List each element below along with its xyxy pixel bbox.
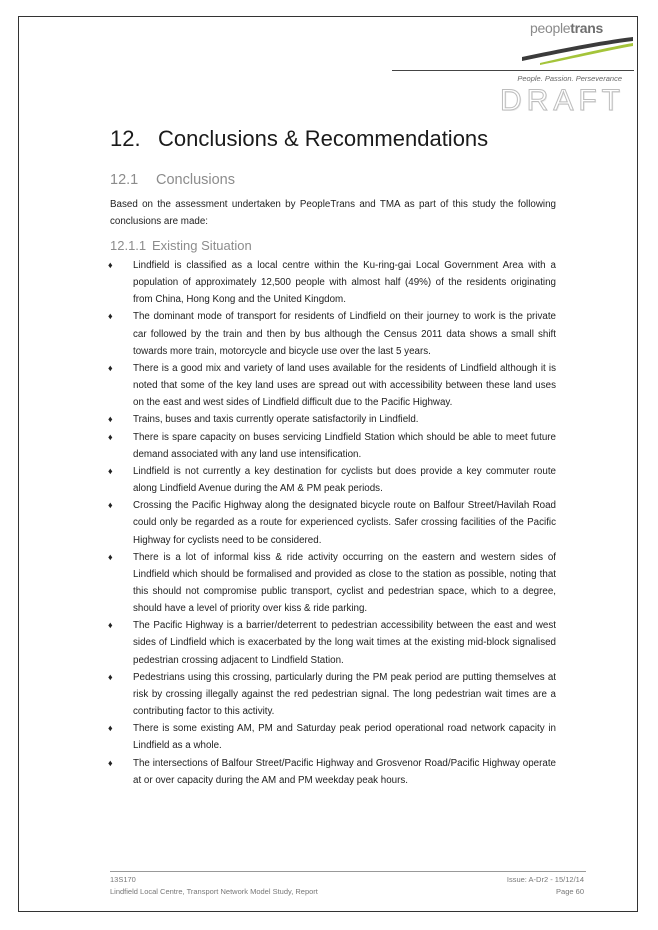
subsubsection-title: Existing Situation — [152, 238, 252, 253]
diamond-bullet-icon: ♦ — [108, 414, 113, 425]
subsection-heading — [110, 172, 235, 188]
section-heading — [110, 126, 488, 152]
logo-wordmark: peopletrans — [530, 20, 603, 36]
diamond-bullet-icon: ♦ — [108, 431, 113, 442]
logo-swoosh-icon — [520, 35, 634, 67]
diamond-bullet-icon: ♦ — [108, 465, 113, 476]
header-rule — [392, 70, 634, 71]
diamond-bullet-icon: ♦ — [108, 500, 113, 511]
list-item: ♦ Pedestrians using this crossing, particularly during the PM peak period are putting themselves at risk by crossing illegally against the red pedestrian signal. The long pedestrian wait times are a contributing factor to this activity. — [90, 669, 556, 720]
draft-watermark: DRAFT — [500, 84, 625, 117]
doc-title: Lindfield Local Centre, Transport Network Model Study, Report — [110, 887, 318, 896]
diamond-bullet-icon: ♦ — [108, 723, 113, 734]
intro-paragraph: Based on the assessment undertaken by PeopleTrans and TMA as part of this study the following conclusions are made: — [110, 199, 556, 227]
list-item: ♦ Lindfield is classified as a local centre within the Ku-ring-gai Local Government Area with a population of approximately 12,500 people with almost half (49%) of the residents originating from China, Hong Kong and the United Kingdom. — [90, 257, 556, 308]
subsubsection-heading — [110, 238, 252, 253]
diamond-bullet-icon: ♦ — [108, 362, 113, 373]
list-item: ♦ There is some existing AM, PM and Saturday peak period operational road network capacity in Lindfield as a whole. — [90, 720, 556, 754]
subsubsection-number: 12.1.1 — [110, 238, 147, 253]
list-item: ♦ There is spare capacity on buses servicing Lindfield Station which should be able to meet future demand associated with any land use intensification. — [90, 429, 556, 463]
diamond-bullet-icon: ♦ — [108, 551, 113, 562]
section-number: 12. — [110, 126, 141, 151]
footer-left — [110, 874, 318, 898]
peopletrans-logo — [520, 20, 634, 68]
diamond-bullet-icon: ♦ — [108, 620, 113, 631]
diamond-bullet-icon: ♦ — [108, 757, 113, 768]
subsection-number: 12.1 — [110, 172, 139, 188]
list-item: ♦ There is a lot of informal kiss & ride activity occurring on the eastern and western sides of Lindfield which should be formalised and provided as close to the station as possible, noting that this should not compromise public transport, cyclist and pedestrian space, which to a degree, should have a level of priority over kiss & ride parking. — [90, 549, 556, 618]
footer-rule — [110, 871, 586, 872]
list-item: ♦ The Pacific Highway is a barrier/deterrent to pedestrian accessibility between the east and west sides of Lindfield which is exacerbated by the long wait times at the existing mid-block signalised pedestrian crossing adjacent to Lindfield Station. — [90, 617, 556, 668]
list-item: ♦ There is a good mix and variety of land uses available for the residents of Lindfield although it is noted that some of the key land uses are spread out with accessibility between these land uses on the east and west sides of Lindfield difficult due to the Pacific Highway. — [90, 360, 556, 411]
list-item: ♦ Trains, buses and taxis currently operate satisfactorily in Lindfield. — [90, 411, 556, 428]
list-item: ♦ The dominant mode of transport for residents of Lindfield on their journey to work is the private car followed by the train and then by bus although the Census 2011 data shows a small shift towards more train, motorcycle and bicycle use over the last 5 years. — [90, 308, 556, 359]
conclusions-list — [90, 257, 556, 789]
diamond-bullet-icon: ♦ — [108, 311, 113, 322]
doc-code: 13S170 — [110, 875, 136, 884]
diamond-bullet-icon: ♦ — [108, 671, 113, 682]
list-item: ♦ Crossing the Pacific Highway along the designated bicycle route on Balfour Street/Havilah Road could only be regarded as a route for experienced cyclists. Safer crossing facilities of the Pacific Highway for cyclists need to be considered. — [90, 497, 556, 548]
list-item: ♦ Lindfield is not currently a key destination for cyclists but does provide a key commuter route along Lindfield Avenue during the AM & PM peak periods. — [90, 463, 556, 497]
subsection-title: Conclusions — [156, 172, 235, 188]
tagline: People. Passion. Perseverance — [517, 74, 622, 83]
list-item: ♦ The intersections of Balfour Street/Pacific Highway and Grosvenor Road/Pacific Highway operate at or over capacity during the AM and PM weekday peak hours. — [90, 755, 556, 789]
page-number: Page 60 — [556, 887, 584, 896]
diamond-bullet-icon: ♦ — [108, 260, 113, 270]
issue-label: Issue: A-Dr2 - 15/12/14 — [506, 875, 584, 884]
section-title: Conclusions & Recommendations — [158, 126, 489, 151]
footer-right — [507, 874, 584, 898]
